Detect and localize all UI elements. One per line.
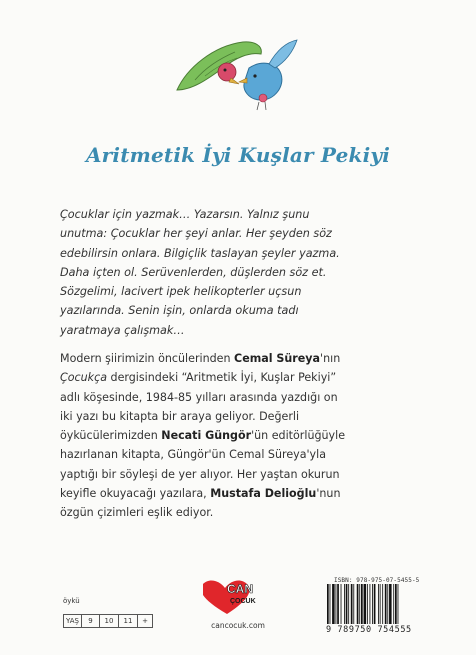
quote-line: Çocuklar için yazmak… Yazarsın. Yalnız şunu	[60, 208, 310, 221]
birds-illustration	[165, 28, 305, 128]
quote-line: Sözgelimi, lacivert ipek helikopterler uçsun	[60, 285, 302, 299]
category-label: öykü	[63, 597, 80, 605]
quote-line: yazılarında. Senin işin, onlarda okuma tadı	[60, 304, 299, 318]
illustrator-name: Mustafa Delioğlu	[210, 487, 317, 501]
description-paragraph	[60, 349, 422, 523]
quote-line: yaratmaya çalışmak…	[60, 323, 185, 337]
age-label: YAŞ	[64, 615, 82, 627]
desc-line: yaptığı bir söyleşi de yer alıyor. Her yaştan okurun	[60, 467, 340, 481]
age-cell: +	[142, 617, 148, 625]
publisher-website: cancocuk.com	[211, 621, 265, 630]
desc-line: iki yazı bu kitapta bir araya geliyor. Değerli	[60, 409, 300, 423]
editor-name: Necati Güngör	[161, 429, 252, 443]
author-name: Cemal Süreya	[234, 352, 321, 365]
desc-line: hazırlanan kitapta, Güngör'ün Cemal Süreya'yla	[60, 448, 327, 462]
magazine-name: Çocukça	[60, 371, 107, 385]
quote-line: edebilirsin onlara. Bilgiçlik taslayan şeyler yazma.	[60, 246, 340, 260]
desc-line: Çocukça dergisindeki “Aritmetik İyi, Kuşlar Pekiyi”	[60, 371, 337, 385]
publisher-logo	[203, 576, 267, 616]
isbn-label: ISBN: 978-975-07-5455-5	[334, 577, 420, 584]
desc-line: öykücülerimizden Necati Güngör'ün editörlüğüyle	[60, 429, 346, 443]
desc-line: keyifle okuyacağı yazılara, Mustafa Delioğlu'nun	[60, 487, 341, 501]
quote-line: unutma: Çocuklar her şeyi anlar. Her şeyden söz	[60, 227, 332, 241]
quote-paragraph	[60, 205, 422, 340]
quote-line: Daha içten ol. Serüvenlerden, düşlerden söz et.	[60, 265, 327, 279]
desc-line: Modern şiirimizin öncülerinden Cemal Süreya'nın	[60, 352, 341, 365]
svg-text:CAN: CAN	[227, 582, 253, 596]
barcode-digits: 9 789750 754555	[326, 625, 412, 635]
svg-text:ÇOCUK: ÇOCUK	[230, 598, 256, 605]
book-title: Aritmetik İyi Kuşlar Pekiyi	[85, 143, 391, 167]
barcode	[326, 584, 422, 624]
age-cell: 9	[82, 615, 100, 627]
desc-line: adlı köşesinde, 1984-85 yılları arasında yazdığı on	[60, 390, 338, 404]
desc-line: özgün çizimleri eşlik ediyor.	[60, 506, 214, 520]
age-cell: 10	[100, 615, 119, 627]
age-cell: 11	[119, 615, 138, 627]
